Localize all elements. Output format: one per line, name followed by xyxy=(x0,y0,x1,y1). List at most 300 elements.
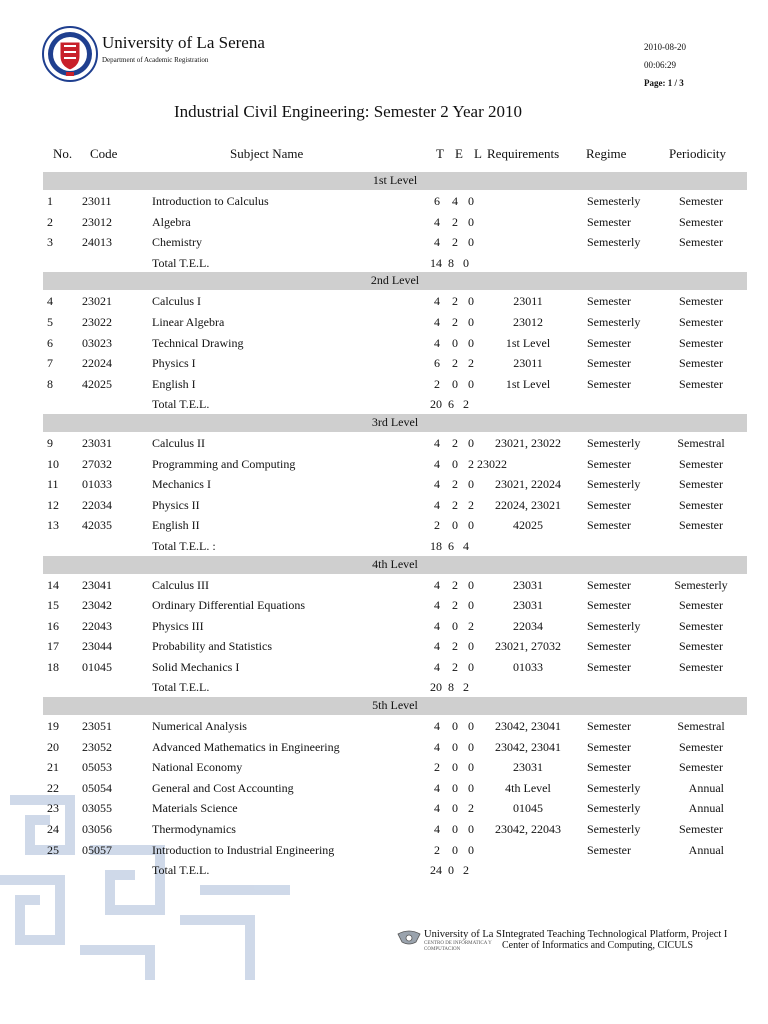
cell-l: 2 xyxy=(468,497,474,512)
cell-t: 4 xyxy=(434,659,440,674)
cell-l: 0 xyxy=(468,577,474,592)
cell-l: 0 xyxy=(468,842,474,857)
cell-t: 6 xyxy=(434,356,440,371)
report-time: 00:06:29 xyxy=(644,60,677,70)
level-band xyxy=(43,272,747,290)
cell-e: 2 xyxy=(452,314,458,329)
table-row xyxy=(0,190,768,211)
page-title: Industrial Civil Engineering: Semester 2 Year 2010 xyxy=(174,102,522,121)
cell-name: Ordinary Differential Equations xyxy=(152,598,306,613)
cell-periodicity: Semester xyxy=(679,618,723,633)
cell-e: 0 xyxy=(452,618,458,633)
cell-name: Programming and Computing xyxy=(152,456,296,471)
report-meta xyxy=(644,38,686,92)
cell-periodicity: Semester xyxy=(679,214,723,229)
cell-l: 0 xyxy=(468,822,474,837)
cell-name: Calculus II xyxy=(152,435,205,450)
level-band xyxy=(43,556,747,574)
total-label: Total T.E.L. xyxy=(152,680,210,695)
cell-periodicity: Semestral xyxy=(677,435,725,450)
cell-name: Introduction to Industrial Engineering xyxy=(152,842,335,857)
university-seal-logo xyxy=(42,26,98,82)
col-header-code: Code xyxy=(90,146,118,161)
cell-name: Mechanics I xyxy=(152,477,211,492)
cell-no: 13 xyxy=(47,518,59,533)
table-row xyxy=(0,211,768,232)
table-row xyxy=(0,332,768,353)
cell-code: 03023 xyxy=(82,335,112,350)
cell-e: 0 xyxy=(452,801,458,816)
cell-regime: Semester xyxy=(587,598,631,613)
cell-no: 11 xyxy=(47,477,59,492)
cell-no: 19 xyxy=(47,719,59,734)
cell-t: 4 xyxy=(434,477,440,492)
cell-l: 2 xyxy=(468,618,474,633)
cell-periodicity: Semester xyxy=(679,335,723,350)
cell-l: 0 xyxy=(468,760,474,775)
cell-requirements: 23042, 22043 xyxy=(495,822,561,837)
level-label: 4th Level xyxy=(372,556,418,571)
cell-e: 2 xyxy=(452,214,458,229)
cell-t: 2 xyxy=(434,518,440,533)
computing-center-logo xyxy=(396,930,422,948)
cell-t: 4 xyxy=(434,801,440,816)
cell-requirements: 23012 xyxy=(513,314,543,329)
cell-t: 2 xyxy=(434,842,440,857)
cell-code: 03055 xyxy=(82,801,112,816)
cell-code: 23044 xyxy=(82,639,112,654)
cell-t: 4 xyxy=(434,294,440,309)
cell-code: 01033 xyxy=(82,477,112,492)
cell-l: 0 xyxy=(468,598,474,613)
cell-requirements: 23021, 22024 xyxy=(495,477,561,492)
cell-requirements: 01045 xyxy=(513,801,543,816)
table-row xyxy=(0,615,768,636)
cell-name: Probability and Statistics xyxy=(152,639,272,654)
cell-periodicity: Semester xyxy=(679,356,723,371)
cell-t: 4 xyxy=(434,598,440,613)
cell-e: 0 xyxy=(452,719,458,734)
total-label: Total T.E.L. : xyxy=(152,538,216,553)
cell-name: National Economy xyxy=(152,760,243,775)
level-label: 2nd Level xyxy=(370,273,420,288)
cell-regime: Semester xyxy=(587,376,631,391)
cell-regime: Semesterly xyxy=(587,314,641,329)
cell-t: 4 xyxy=(434,639,440,654)
total-l: 2 xyxy=(463,863,469,878)
total-row xyxy=(0,676,768,697)
cell-name: Thermodynamics xyxy=(152,822,236,837)
cell-l: 0 xyxy=(468,639,474,654)
cell-name: Linear Algebra xyxy=(152,314,225,329)
cell-no: 22 xyxy=(47,780,59,795)
cell-code: 03056 xyxy=(82,822,112,837)
cell-e: 0 xyxy=(452,518,458,533)
cell-t: 4 xyxy=(434,739,440,754)
cell-regime: Semesterly xyxy=(587,194,641,208)
cell-no: 16 xyxy=(47,618,59,633)
cell-periodicity: Semester xyxy=(679,294,723,309)
level-band xyxy=(43,414,747,432)
cell-periodicity: Semester xyxy=(679,598,723,613)
cell-requirements: 23021, 27032 xyxy=(495,639,561,654)
cell-e: 0 xyxy=(452,739,458,754)
cell-e: 2 xyxy=(452,294,458,309)
cell-no: 10 xyxy=(47,456,59,471)
cell-t: 4 xyxy=(434,497,440,512)
cell-e: 0 xyxy=(452,335,458,350)
cell-requirements: 23011 xyxy=(513,356,543,371)
col-header-e: E xyxy=(455,146,463,161)
cell-name: Technical Drawing xyxy=(152,335,244,350)
cell-requirements: 22024, 23021 xyxy=(495,497,561,512)
cell-periodicity: Semester xyxy=(679,314,723,329)
cell-requirements: 22034 xyxy=(513,618,543,633)
cell-l: 0 xyxy=(468,235,474,250)
cell-t: 4 xyxy=(434,456,440,471)
cell-regime: Semester xyxy=(587,497,631,512)
cell-periodicity: Annual xyxy=(688,842,724,857)
cell-l: 2 xyxy=(468,356,474,371)
total-t: 20 xyxy=(430,680,442,695)
level-band xyxy=(43,697,747,715)
cell-code: 23012 xyxy=(82,214,112,229)
cell-regime: Semesterly xyxy=(587,801,641,816)
cell-code: 23052 xyxy=(82,739,112,754)
cell-e: 2 xyxy=(452,356,458,371)
level-label: 3rd Level xyxy=(371,414,419,429)
cell-l: 0 xyxy=(468,435,474,450)
total-l: 0 xyxy=(463,255,469,270)
cell-name: Solid Mechanics I xyxy=(152,659,240,674)
total-row xyxy=(0,535,768,556)
cell-name: Physics II xyxy=(152,497,200,512)
total-row xyxy=(0,859,768,880)
cell-requirements: 42025 xyxy=(513,518,543,533)
cell-no: 3 xyxy=(47,235,53,250)
table-row xyxy=(0,494,768,515)
table-row xyxy=(0,715,768,736)
table-row xyxy=(0,290,768,311)
cell-regime: Semesterly xyxy=(587,477,641,492)
table-row xyxy=(0,453,768,474)
table-row xyxy=(0,839,768,860)
cell-requirements: 4th Level xyxy=(505,780,551,795)
cell-no: 4 xyxy=(47,294,53,309)
cell-periodicity: Semester xyxy=(679,194,723,208)
university-name: University of La Serena xyxy=(102,33,265,52)
cell-l: 0 xyxy=(468,294,474,309)
cell-name: Chemistry xyxy=(152,235,202,250)
cell-regime: Semester xyxy=(587,639,631,654)
cell-l: 0 xyxy=(468,518,474,533)
department-name: Department of Academic Registration xyxy=(102,56,209,64)
cell-e: 4 xyxy=(452,194,458,208)
cell-regime: Semesterly xyxy=(587,822,641,837)
table-row xyxy=(0,797,768,818)
cell-code: 27032 xyxy=(82,456,112,471)
cell-e: 2 xyxy=(452,435,458,450)
cell-code: 24013 xyxy=(82,235,112,250)
cell-e: 2 xyxy=(452,497,458,512)
report-date: 2010-08-20 xyxy=(644,42,686,52)
cell-code: 23041 xyxy=(82,577,112,592)
cell-no: 20 xyxy=(47,739,59,754)
cell-e: 2 xyxy=(452,598,458,613)
cell-name: Introduction to Calculus xyxy=(152,194,269,208)
footer-platform-text: University of La SIntegrated Teaching Technological Platform, Project I xyxy=(424,929,728,940)
cell-periodicity: Semester xyxy=(679,659,723,674)
cell-requirements: 1st Level xyxy=(505,335,551,350)
cell-no: 5 xyxy=(47,314,53,329)
cell-e: 0 xyxy=(452,760,458,775)
table-row xyxy=(0,432,768,453)
cell-regime: Semester xyxy=(587,577,631,592)
total-t: 18 xyxy=(430,538,442,553)
total-l: 4 xyxy=(463,538,469,553)
total-row xyxy=(0,393,768,414)
cell-periodicity: Semestral xyxy=(677,719,725,734)
cell-l: 0 xyxy=(468,719,474,734)
table-row xyxy=(0,656,768,677)
cell-code: 05054 xyxy=(82,780,112,795)
cell-no: 15 xyxy=(47,598,59,613)
cell-periodicity: Semester xyxy=(679,822,723,837)
cell-e: 2 xyxy=(452,577,458,592)
cell-no: 21 xyxy=(47,760,59,775)
cell-regime: Semesterly xyxy=(587,235,641,250)
col-header-subject-name: Subject Name xyxy=(230,146,304,161)
cell-regime: Semester xyxy=(587,760,631,775)
cell-periodicity: Semester xyxy=(679,760,723,775)
cell-no: 9 xyxy=(47,435,53,450)
cell-code: 22024 xyxy=(82,356,112,371)
table-row xyxy=(0,373,768,394)
cell-e: 0 xyxy=(452,456,458,471)
cell-periodicity: Annual xyxy=(688,801,724,816)
cell-l: 0 xyxy=(468,376,474,391)
col-header-periodicity: Periodicity xyxy=(669,146,727,161)
cell-regime: Semester xyxy=(587,739,631,754)
level-label: 5th Level xyxy=(372,698,418,713)
cell-t: 4 xyxy=(434,235,440,250)
col-header-no: No. xyxy=(53,146,73,161)
table-row xyxy=(0,594,768,615)
cell-no: 23 xyxy=(47,801,59,816)
cell-periodicity: Semesterly xyxy=(674,577,728,592)
cell-periodicity: Semester xyxy=(679,497,723,512)
level-label: 1st Level xyxy=(372,173,418,187)
cell-name: Physics III xyxy=(152,618,204,633)
cell-t: 4 xyxy=(434,314,440,329)
cell-regime: Semesterly xyxy=(587,780,641,795)
cell-l: 0 xyxy=(468,194,474,208)
table-row xyxy=(0,352,768,373)
cell-requirements: 23021, 23022 xyxy=(495,435,561,450)
cell-no: 6 xyxy=(47,335,53,350)
cell-code: 01045 xyxy=(82,659,112,674)
cell-periodicity: Annual xyxy=(688,780,724,795)
cell-regime: Semester xyxy=(587,456,631,471)
total-e: 0 xyxy=(448,863,454,878)
cell-regime: Semester xyxy=(587,842,631,857)
cell-periodicity: Semester xyxy=(679,477,723,492)
table-row xyxy=(0,514,768,535)
total-e: 6 xyxy=(448,397,454,412)
cell-t: 4 xyxy=(434,335,440,350)
cell-regime: Semester xyxy=(587,659,631,674)
cell-no: 24 xyxy=(47,822,59,837)
table-row xyxy=(0,756,768,777)
cell-l: 0 xyxy=(468,739,474,754)
total-label: Total T.E.L. xyxy=(152,255,210,270)
cell-code: 23021 xyxy=(82,294,112,309)
total-e: 8 xyxy=(448,680,454,695)
cell-t: 4 xyxy=(434,618,440,633)
table-row xyxy=(0,736,768,757)
cell-requirements: 23022 xyxy=(477,456,507,471)
cell-regime: Semester xyxy=(587,719,631,734)
footer-logo-caption: CENTRO DE INFORMATICA Y COMPUTACION xyxy=(424,941,492,952)
cell-l: 0 xyxy=(468,214,474,229)
cell-t: 6 xyxy=(434,194,440,208)
cell-code: 23051 xyxy=(82,719,112,734)
cell-periodicity: Semester xyxy=(679,518,723,533)
cell-e: 2 xyxy=(452,235,458,250)
table-row xyxy=(0,574,768,595)
cell-name: Algebra xyxy=(152,214,191,229)
cell-e: 0 xyxy=(452,822,458,837)
total-t: 24 xyxy=(430,863,442,878)
page-indicator: Page: 1 / 3 xyxy=(644,78,684,88)
cell-regime: Semester xyxy=(587,356,631,371)
cell-l: 0 xyxy=(468,335,474,350)
table-row xyxy=(0,473,768,494)
cell-periodicity: Semester xyxy=(679,235,723,250)
cell-l: 0 xyxy=(468,477,474,492)
cell-e: 2 xyxy=(452,659,458,674)
cell-requirements: 23042, 23041 xyxy=(495,719,561,734)
cell-code: 05057 xyxy=(82,842,112,857)
cell-name: Numerical Analysis xyxy=(152,719,247,734)
cell-t: 2 xyxy=(434,376,440,391)
table-row xyxy=(0,231,768,252)
total-label: Total T.E.L. xyxy=(152,863,210,878)
cell-no: 7 xyxy=(47,356,53,371)
col-header-l: L xyxy=(474,146,482,161)
cell-no: 2 xyxy=(47,214,53,229)
cell-t: 4 xyxy=(434,577,440,592)
cell-code: 05053 xyxy=(82,760,112,775)
cell-name: Advanced Mathematics in Engineering xyxy=(152,739,340,754)
cell-name: Calculus I xyxy=(152,294,201,309)
footer-center-text: Center of Informatics and Computing, CICULS xyxy=(502,940,694,951)
cell-periodicity: Semester xyxy=(679,456,723,471)
cell-code: 42025 xyxy=(82,376,112,391)
cell-l: 2 xyxy=(468,801,474,816)
cell-requirements: 01033 xyxy=(513,659,543,674)
total-e: 6 xyxy=(448,538,454,553)
cell-regime: Semesterly xyxy=(587,435,641,450)
table-row xyxy=(0,818,768,839)
cell-name: English II xyxy=(152,518,200,533)
cell-t: 4 xyxy=(434,214,440,229)
table-row xyxy=(0,635,768,656)
cell-l: 0 xyxy=(468,659,474,674)
cell-e: 0 xyxy=(452,780,458,795)
total-t: 14 xyxy=(430,255,442,270)
cell-name: Materials Science xyxy=(152,801,238,816)
cell-e: 2 xyxy=(452,639,458,654)
cell-no: 14 xyxy=(47,577,59,592)
cell-regime: Semester xyxy=(587,214,631,229)
col-header-t: T xyxy=(436,146,444,161)
cell-t: 4 xyxy=(434,822,440,837)
total-l: 2 xyxy=(463,680,469,695)
cell-periodicity: Semester xyxy=(679,739,723,754)
cell-regime: Semesterly xyxy=(587,618,641,633)
cell-name: Calculus III xyxy=(152,577,209,592)
cell-periodicity: Semester xyxy=(679,639,723,654)
cell-requirements: 23031 xyxy=(513,598,543,613)
cell-regime: Semester xyxy=(587,518,631,533)
cell-code: 23011 xyxy=(82,194,112,208)
cell-t: 4 xyxy=(434,435,440,450)
cell-code: 23022 xyxy=(82,314,112,329)
cell-code: 22034 xyxy=(82,497,112,512)
cell-requirements: 1st Level xyxy=(505,376,551,391)
total-label: Total T.E.L. xyxy=(152,397,210,412)
cell-e: 0 xyxy=(452,376,458,391)
col-header-requirements: Requirements xyxy=(487,146,560,161)
total-l: 2 xyxy=(463,397,469,412)
cell-requirements: 23031 xyxy=(513,577,543,592)
cell-requirements: 23011 xyxy=(513,294,543,309)
cell-no: 8 xyxy=(47,376,53,391)
col-header-regime: Regime xyxy=(586,146,627,161)
cell-regime: Semester xyxy=(587,335,631,350)
total-t: 20 xyxy=(430,397,442,412)
subjects-table xyxy=(0,172,768,880)
cell-no: 18 xyxy=(47,659,59,674)
cell-name: General and Cost Accounting xyxy=(152,780,294,795)
total-e: 8 xyxy=(448,255,454,270)
cell-requirements: 23031 xyxy=(513,760,543,775)
cell-no: 17 xyxy=(47,639,59,654)
cell-e: 0 xyxy=(452,842,458,857)
cell-l: 0 xyxy=(468,780,474,795)
cell-t: 4 xyxy=(434,780,440,795)
cell-regime: Semester xyxy=(587,294,631,309)
cell-t: 2 xyxy=(434,760,440,775)
cell-l: 2 xyxy=(468,456,474,471)
table-row xyxy=(0,777,768,798)
cell-no: 25 xyxy=(47,842,59,857)
cell-name: Physics I xyxy=(152,356,196,371)
cell-no: 12 xyxy=(47,497,59,512)
cell-code: 23042 xyxy=(82,598,112,613)
cell-no: 1 xyxy=(47,194,53,208)
level-band xyxy=(43,172,747,190)
cell-periodicity: Semester xyxy=(679,376,723,391)
cell-t: 4 xyxy=(434,719,440,734)
table-row xyxy=(0,311,768,332)
cell-e: 2 xyxy=(452,477,458,492)
cell-name: English I xyxy=(152,376,196,391)
cell-code: 22043 xyxy=(82,618,112,633)
cell-code: 23031 xyxy=(82,435,112,450)
cell-code: 42035 xyxy=(82,518,112,533)
